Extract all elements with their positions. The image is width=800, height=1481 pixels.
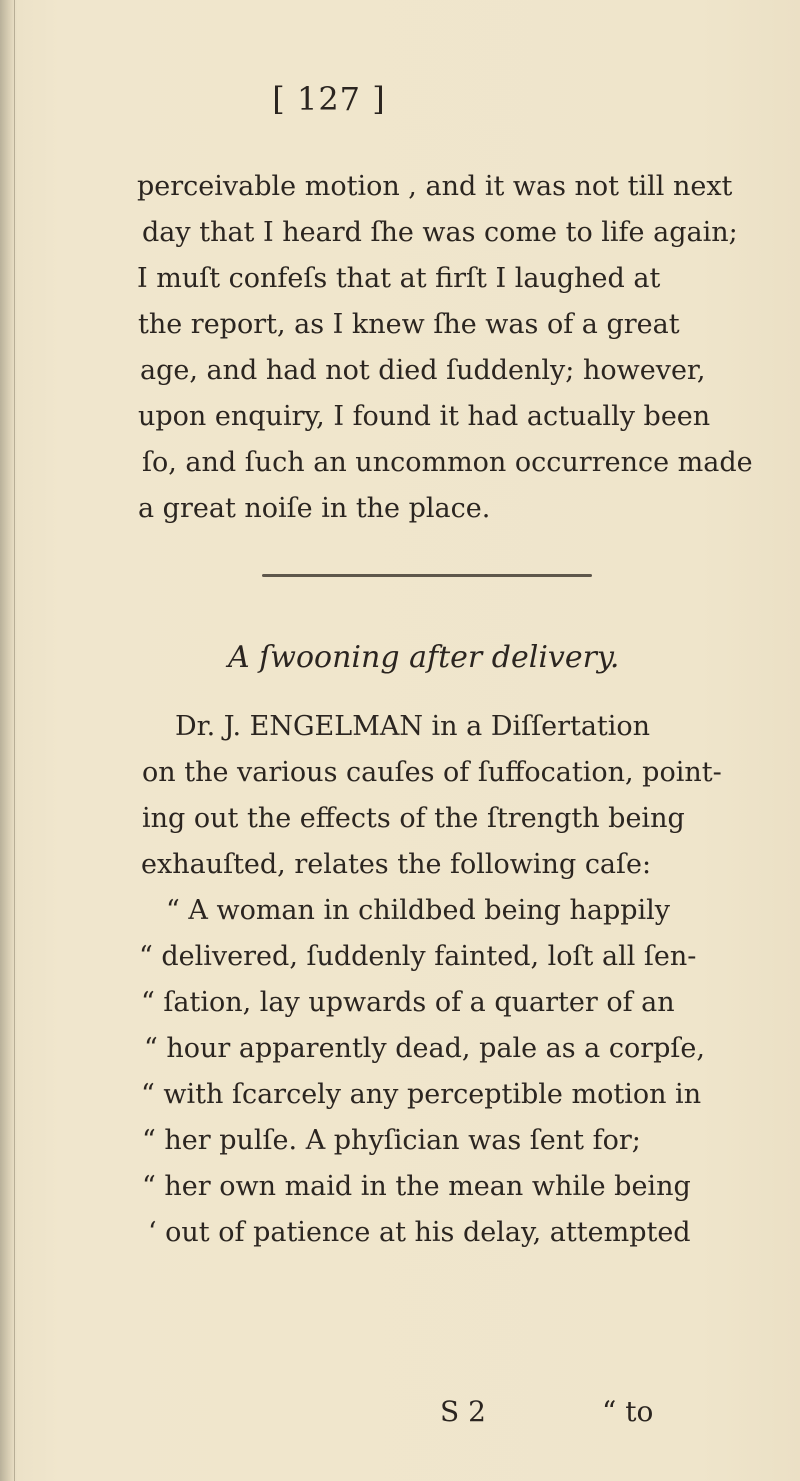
text-line: a great noiſe in the place.: [138, 493, 491, 524]
text-line: on the various cauſes of ſuffocation, point-: [142, 757, 722, 788]
text-line: “ with ſcarcely any perceptible motion in: [141, 1079, 702, 1110]
page-number: [ 127 ]: [272, 80, 386, 118]
catchword: “ to: [602, 1395, 654, 1428]
page-gutter: [0, 0, 15, 1481]
text-line: upon enquiry, I found it had actually been: [138, 401, 711, 432]
text-line: “ her own maid in the mean while being: [142, 1171, 691, 1202]
text-line: Dr. J. ENGELMAN in a Diſſertation: [175, 711, 651, 742]
signature-mark: S 2: [440, 1395, 486, 1428]
text-line: day that I heard ſhe was come to life again;: [142, 217, 738, 248]
text-line: “ hour apparently dead, pale as a corpſe,: [144, 1033, 705, 1064]
text-line: “ delivered, ſuddenly fainted, loſt all ſen-: [139, 941, 697, 972]
text-line: perceivable motion , and it was not till next: [137, 171, 733, 202]
text-line: age, and had not died ſuddenly; however,: [140, 355, 706, 386]
text-line: ſo, and ſuch an uncommon occurrence made: [142, 447, 753, 478]
text-line: exhauſted, relates the following caſe:: [141, 849, 652, 880]
text-line: ‘ out of patience at his delay, attempted: [148, 1217, 691, 1248]
text-line: I muſt confeſs that at firſt I laughed at: [137, 263, 661, 294]
section-heading: A ſwooning after delivery.: [228, 640, 620, 675]
text-line: “ her pulſe. A phyſician was ſent for;: [142, 1125, 641, 1156]
text-line: “ ſation, lay upwards of a quarter of an: [141, 987, 675, 1018]
text-line: “ A woman in childbed being happily: [166, 895, 671, 926]
text-line: the report, as I knew ſhe was of a great: [138, 309, 680, 340]
section-divider: [262, 574, 592, 577]
text-line: ing out the effects of the ſtrength being: [142, 803, 685, 834]
